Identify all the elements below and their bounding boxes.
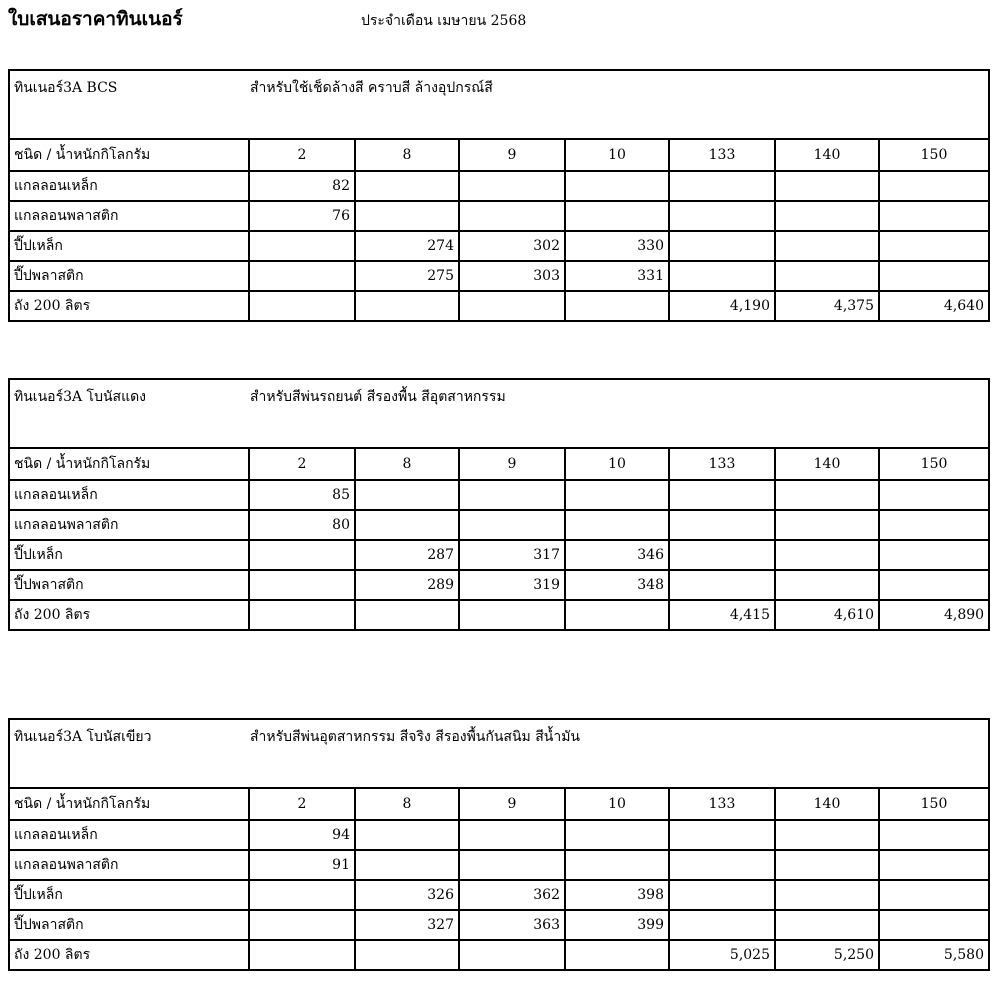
table-header-row — [9, 448, 989, 480]
price-cell — [775, 480, 879, 510]
row-label-package: ปี๊ปเหล็ก — [9, 880, 249, 910]
price-cell — [775, 231, 879, 261]
row-label-package: แกลลอนพลาสติก — [9, 510, 249, 540]
price-cell — [249, 940, 355, 970]
document-period: ประจำเดือน เมษายน 2568 — [361, 13, 527, 29]
price-cell: 398 — [565, 880, 669, 910]
column-header-weight: 10 — [565, 139, 669, 171]
price-cell: 317 — [459, 540, 565, 570]
row-label-package: แกลลอนเหล็ก — [9, 480, 249, 510]
price-cell — [669, 171, 775, 201]
price-cell: 4,610 — [775, 600, 879, 630]
column-header-label: ชนิด / น้ำหนักกิโลกรัม — [9, 788, 249, 820]
price-cell — [669, 570, 775, 600]
table-row — [9, 600, 989, 630]
price-cell — [775, 510, 879, 540]
price-cell: 302 — [459, 231, 565, 261]
table-row — [9, 910, 989, 940]
price-cell — [355, 291, 459, 321]
row-label-package: แกลลอนเหล็ก — [9, 171, 249, 201]
price-cell: 346 — [565, 540, 669, 570]
price-cell — [669, 540, 775, 570]
price-cell — [669, 231, 775, 261]
price-table — [8, 718, 990, 971]
price-cell — [879, 171, 989, 201]
price-cell — [355, 171, 459, 201]
price-cell — [879, 880, 989, 910]
product-usage: สำหรับใช้เช็ดล้างสี คราบสี ล้างอุปกรณ์สี — [250, 80, 493, 96]
table-row — [9, 261, 989, 291]
price-cell — [459, 201, 565, 231]
column-header-weight: 140 — [775, 448, 879, 480]
column-header-weight: 9 — [459, 448, 565, 480]
column-header-weight: 2 — [249, 139, 355, 171]
price-cell: 76 — [249, 201, 355, 231]
price-table-bonus-green — [8, 718, 988, 971]
price-cell — [879, 231, 989, 261]
column-header-weight: 133 — [669, 139, 775, 171]
table-header-row — [9, 788, 989, 820]
row-label-package: แกลลอนพลาสติก — [9, 850, 249, 880]
price-table-bonus-red — [8, 378, 988, 631]
price-cell — [249, 570, 355, 600]
price-cell — [459, 850, 565, 880]
price-table — [8, 69, 990, 322]
product-name: ทินเนอร์3A โบนัสเขียว — [14, 729, 152, 745]
table-row — [9, 201, 989, 231]
table-row — [9, 820, 989, 850]
column-header-weight: 150 — [879, 139, 989, 171]
price-cell: 331 — [565, 261, 669, 291]
price-cell — [669, 850, 775, 880]
column-header-weight: 2 — [249, 448, 355, 480]
price-cell: 399 — [565, 910, 669, 940]
price-cell — [459, 171, 565, 201]
column-header-weight: 8 — [355, 448, 459, 480]
product-usage: สำหรับสีพ่นรถยนต์ สีรองพื้น สีอุตสาหกรรม — [250, 389, 506, 405]
column-header-weight: 150 — [879, 788, 989, 820]
column-header-label: ชนิด / น้ำหนักกิโลกรัม — [9, 139, 249, 171]
price-cell — [879, 480, 989, 510]
price-cell — [355, 201, 459, 231]
price-cell: 330 — [565, 231, 669, 261]
price-cell: 91 — [249, 850, 355, 880]
column-header-weight: 8 — [355, 788, 459, 820]
price-cell — [775, 201, 879, 231]
price-cell — [565, 291, 669, 321]
price-cell: 287 — [355, 540, 459, 570]
price-cell — [879, 540, 989, 570]
column-header-weight: 140 — [775, 788, 879, 820]
price-cell — [249, 540, 355, 570]
price-cell — [249, 291, 355, 321]
row-label-package: แกลลอนพลาสติก — [9, 201, 249, 231]
table-title-cell — [9, 379, 989, 448]
table-row — [9, 540, 989, 570]
price-cell: 82 — [249, 171, 355, 201]
row-label-package: ปี๊ปเหล็ก — [9, 540, 249, 570]
price-cell: 4,890 — [879, 600, 989, 630]
price-table — [8, 378, 990, 631]
price-cell: 326 — [355, 880, 459, 910]
price-cell: 348 — [565, 570, 669, 600]
column-header-weight: 10 — [565, 788, 669, 820]
price-cell — [355, 480, 459, 510]
table-row — [9, 880, 989, 910]
row-label-package: ถัง 200 ลิตร — [9, 600, 249, 630]
price-cell — [775, 820, 879, 850]
price-cell: 327 — [355, 910, 459, 940]
price-cell — [249, 910, 355, 940]
price-cell — [879, 850, 989, 880]
table-row — [9, 291, 989, 321]
price-cell — [775, 540, 879, 570]
price-cell: 289 — [355, 570, 459, 600]
table-row — [9, 570, 989, 600]
product-usage: สำหรับสีพ่นอุตสาหกรรม สีจริง สีรองพื้นกันสนิม สีน้ำมัน — [250, 729, 580, 745]
price-cell: 5,025 — [669, 940, 775, 970]
column-header-weight: 10 — [565, 448, 669, 480]
price-cell — [775, 880, 879, 910]
price-cell — [669, 480, 775, 510]
price-cell — [565, 600, 669, 630]
table-row — [9, 940, 989, 970]
price-cell: 274 — [355, 231, 459, 261]
price-cell: 4,415 — [669, 600, 775, 630]
price-cell — [565, 171, 669, 201]
price-cell — [775, 171, 879, 201]
row-label-package: ปี๊ปพลาสติก — [9, 910, 249, 940]
price-cell — [249, 231, 355, 261]
price-cell — [669, 261, 775, 291]
price-cell — [669, 510, 775, 540]
price-cell — [669, 880, 775, 910]
price-cell — [459, 600, 565, 630]
price-cell — [249, 600, 355, 630]
price-cell: 363 — [459, 910, 565, 940]
row-label-package: แกลลอนเหล็ก — [9, 820, 249, 850]
price-cell: 303 — [459, 261, 565, 291]
price-cell — [879, 261, 989, 291]
price-cell: 319 — [459, 570, 565, 600]
price-cell: 5,250 — [775, 940, 879, 970]
price-cell — [565, 510, 669, 540]
price-cell — [669, 201, 775, 231]
table-header-row — [9, 139, 989, 171]
price-cell — [879, 510, 989, 540]
table-title-cell — [9, 719, 989, 788]
table-row — [9, 231, 989, 261]
price-cell: 80 — [249, 510, 355, 540]
price-cell — [459, 480, 565, 510]
product-name: ทินเนอร์3A BCS — [14, 80, 118, 96]
price-cell — [879, 201, 989, 231]
price-cell: 4,190 — [669, 291, 775, 321]
price-cell: 85 — [249, 480, 355, 510]
document-header — [8, 4, 988, 34]
price-cell — [459, 820, 565, 850]
product-name: ทินเนอร์3A โบนัสแดง — [14, 389, 147, 405]
price-cell — [775, 570, 879, 600]
column-header-weight: 9 — [459, 139, 565, 171]
price-cell — [879, 910, 989, 940]
price-cell — [775, 261, 879, 291]
price-cell — [669, 910, 775, 940]
price-cell — [355, 510, 459, 540]
column-header-weight: 150 — [879, 448, 989, 480]
price-cell — [459, 940, 565, 970]
price-cell — [249, 261, 355, 291]
price-cell — [565, 850, 669, 880]
price-cell — [669, 820, 775, 850]
price-cell — [459, 510, 565, 540]
price-cell — [355, 940, 459, 970]
price-cell — [355, 850, 459, 880]
price-cell — [775, 850, 879, 880]
price-cell — [565, 820, 669, 850]
column-header-label: ชนิด / น้ำหนักกิโลกรัม — [9, 448, 249, 480]
price-cell — [249, 880, 355, 910]
row-label-package: ปี๊ปพลาสติก — [9, 261, 249, 291]
price-cell: 94 — [249, 820, 355, 850]
table-row — [9, 510, 989, 540]
document-title: ใบเสนอราคาทินเนอร์ — [8, 8, 183, 30]
price-cell — [355, 600, 459, 630]
column-header-weight: 133 — [669, 788, 775, 820]
row-label-package: ถัง 200 ลิตร — [9, 291, 249, 321]
row-label-package: ปี๊ปพลาสติก — [9, 570, 249, 600]
price-cell — [565, 940, 669, 970]
price-cell — [565, 201, 669, 231]
column-header-weight: 2 — [249, 788, 355, 820]
table-row — [9, 480, 989, 510]
price-cell — [775, 910, 879, 940]
row-label-package: ถัง 200 ลิตร — [9, 940, 249, 970]
price-cell: 5,580 — [879, 940, 989, 970]
column-header-weight: 140 — [775, 139, 879, 171]
price-table-bcs — [8, 69, 988, 322]
price-cell: 4,375 — [775, 291, 879, 321]
price-cell — [879, 570, 989, 600]
price-cell — [355, 820, 459, 850]
price-cell — [459, 291, 565, 321]
price-cell — [879, 820, 989, 850]
column-header-weight: 133 — [669, 448, 775, 480]
table-title-cell — [9, 70, 989, 139]
table-row — [9, 171, 989, 201]
row-label-package: ปี๊ปเหล็ก — [9, 231, 249, 261]
column-header-weight: 9 — [459, 788, 565, 820]
price-cell: 4,640 — [879, 291, 989, 321]
price-cell — [565, 480, 669, 510]
table-row — [9, 850, 989, 880]
column-header-weight: 8 — [355, 139, 459, 171]
price-cell: 275 — [355, 261, 459, 291]
price-cell: 362 — [459, 880, 565, 910]
